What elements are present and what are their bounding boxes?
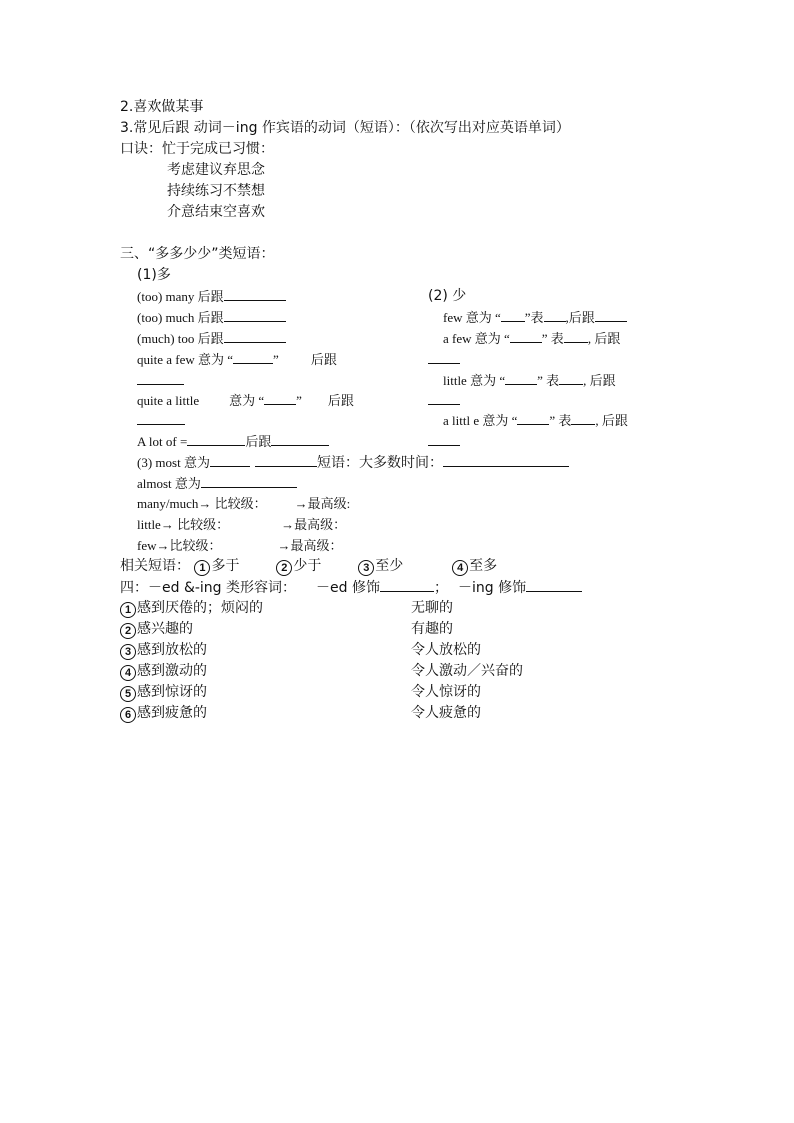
like-doing-line: 2.喜欢做某事: [120, 99, 204, 115]
many-heading: (1)多: [137, 267, 171, 283]
too-much-line: (too) much 后跟: [137, 307, 286, 328]
related-phrases-line: 相关短语： 1 多于 2 少于 3 至少 4 至多: [120, 558, 498, 574]
a-little-blank-line: [428, 431, 460, 452]
blank[interactable]: [264, 390, 296, 405]
a-few-blank-line: [428, 349, 460, 370]
blank[interactable]: [224, 286, 286, 301]
mnemonic-label: 口诀：忙于完成已习惯：: [120, 141, 274, 157]
little-blank-line: [428, 390, 460, 411]
blank[interactable]: [210, 452, 250, 467]
blank[interactable]: [501, 307, 525, 322]
blank[interactable]: [510, 328, 542, 343]
blank[interactable]: [443, 452, 569, 467]
ing-adjective-row: 有趣的: [411, 621, 453, 637]
blank[interactable]: [526, 577, 582, 592]
ed-adjective-row: 4 感到激动的: [120, 661, 207, 681]
quite-a-little-line: quite a little 意为 “ ” 后跟: [137, 390, 354, 411]
ing-adjective-row: 无聊的: [411, 600, 453, 616]
almost-line: almost 意为: [137, 473, 297, 494]
verbs-ing-line: 3.常见后跟 动词－ing 作宾语的动词（短语）：（依次写出对应英语单词）: [120, 120, 570, 136]
a-lot-of-line: A lot of = 后跟: [137, 431, 329, 452]
blank[interactable]: [255, 452, 317, 467]
blank[interactable]: [544, 307, 566, 322]
section3-title: 三、“多多少少”类短语：: [120, 246, 275, 262]
blank[interactable]: [571, 410, 595, 425]
quite-a-few-blank-line: [137, 370, 184, 391]
little-compare-line: little→ 比较级： →最高级：: [137, 517, 347, 532]
few-heading: (2) 少: [428, 288, 467, 304]
related-item: 2 少于: [276, 558, 321, 574]
ing-adjective-row: 令人激动／兴奋的: [411, 663, 523, 679]
related-item: 1 多于: [194, 558, 239, 574]
mnemonic-line-2: 持续练习不禁想: [167, 183, 265, 199]
blank[interactable]: [224, 328, 286, 343]
a-little-line: a littl e 意为 “ ” 表 , 后跟: [443, 410, 628, 431]
too-many-line: (too) many 后跟: [137, 286, 286, 307]
related-item: 3 至少: [358, 558, 403, 574]
a-few-line: a few 意为 “ ” 表 , 后跟: [443, 328, 620, 349]
related-item: 4 至多: [452, 558, 497, 574]
section4-title: 四：－ed &-ing 类形容词： －ed 修饰 ； －ing 修饰: [120, 577, 582, 598]
ed-adjective-row: 2 感兴趣的: [120, 619, 193, 639]
blank[interactable]: [559, 370, 583, 385]
blank[interactable]: [201, 473, 297, 488]
ed-adjective-row: 1 感到厌倦的；烦闷的: [120, 598, 263, 618]
blank[interactable]: [564, 328, 588, 343]
blank[interactable]: [187, 431, 245, 446]
blank[interactable]: [428, 431, 460, 446]
blank[interactable]: [271, 431, 329, 446]
quite-a-little-blank-line: [137, 410, 185, 431]
blank[interactable]: [380, 577, 434, 592]
blank[interactable]: [137, 370, 184, 385]
blank[interactable]: [505, 370, 537, 385]
little-line: little 意为 “ ” 表 , 后跟: [443, 370, 616, 391]
many-much-compare-line: many/much→ 比较级： →最高级:: [137, 496, 351, 511]
blank[interactable]: [224, 307, 286, 322]
ing-adjective-row: 令人疲惫的: [411, 705, 481, 721]
quite-a-few-line: quite a few 意为 “ ” 后跟: [137, 349, 337, 370]
blank[interactable]: [428, 390, 460, 405]
much-too-line: (much) too 后跟: [137, 328, 286, 349]
few-line: few 意为 “ ”表 ,后跟: [443, 307, 627, 328]
ed-adjective-row: 3 感到放松的: [120, 640, 207, 660]
few-compare-line: few→比较级： →最高级：: [137, 538, 343, 553]
blank[interactable]: [233, 349, 273, 364]
ed-adjective-row: 6 感到疲惫的: [120, 703, 207, 723]
ed-adjective-row: 5 感到惊讶的: [120, 682, 207, 702]
most-line: (3) most 意为 短语：大多数时间：: [137, 452, 569, 473]
mnemonic-line-3: 介意结束空喜欢: [167, 204, 265, 220]
ing-adjective-row: 令人放松的: [411, 642, 481, 658]
blank[interactable]: [428, 349, 460, 364]
blank[interactable]: [517, 410, 549, 425]
blank[interactable]: [595, 307, 627, 322]
mnemonic-line-1: 考虑建议弃思念: [167, 162, 265, 178]
ing-adjective-row: 令人惊讶的: [411, 684, 481, 700]
blank[interactable]: [137, 410, 185, 425]
